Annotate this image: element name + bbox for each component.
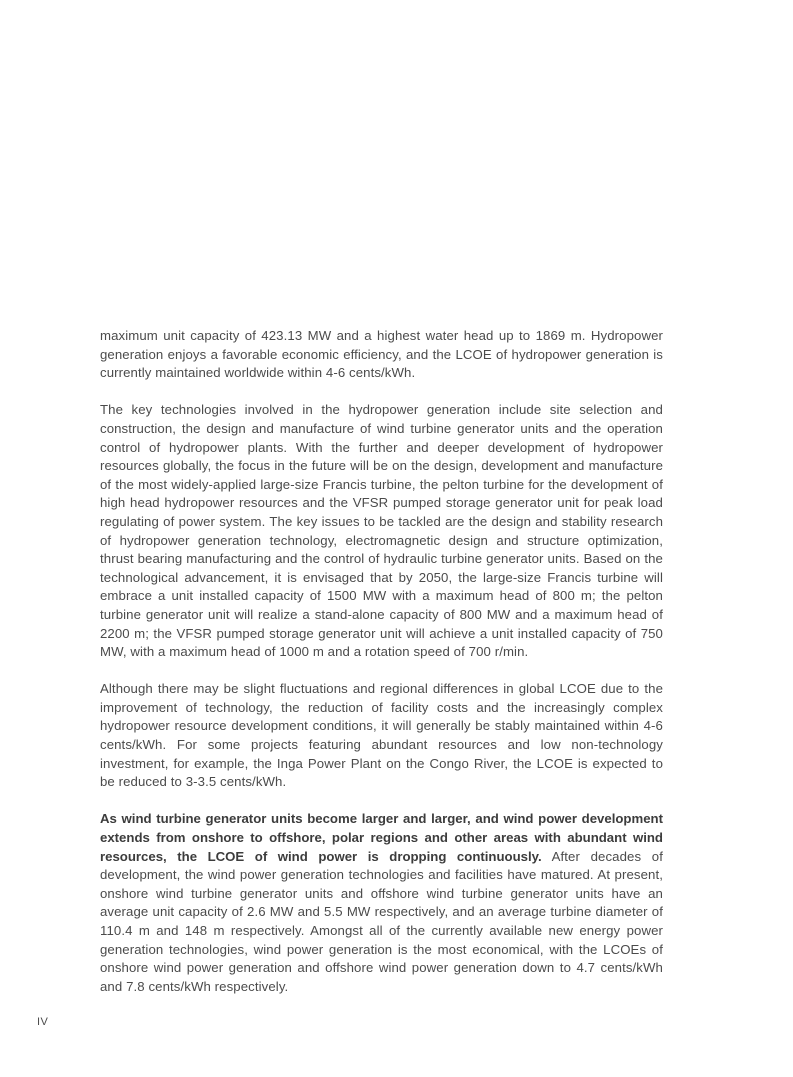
- page-content: [100, 327, 663, 996]
- paragraph-key-technologies: The key technologies involved in the hydropower generation include site selection and construction, the design and manufacture of wind turbine generator units and the operation control of hydropower plants. With the further and deeper development of hydropower resources globally, the focus in the future will be on the design, development and manufacture of the most widely-applied large-size Francis turbine, the pelton turbine for the development of high head hydropower resources and the VFSR pumped storage generator unit for peak load regulating of power system. The key issues to be tackled are the design and stability research of hydropower generation technology, electromagnetic design and structure optimization, thrust bearing manufacturing and the control of hydraulic turbine generator units. Based on the technological advancement, it is envisaged that by 2050, the large-size Francis turbine will embrace a unit installed capacity of 1500 MW with a maximum head of 800 m; the pelton turbine generator unit will realize a stand-alone capacity of 800 MW and a maximum head of 2200 m; the VFSR pumped storage generator unit will achieve a unit installed capacity of 750 MW, with a maximum head of 1000 m and a rotation speed of 700 r/min.: [100, 402, 663, 660]
- paragraph-hydropower-capacity: maximum unit capacity of 423.13 MW and a highest water head up to 1869 m. Hydropower generation enjoys a favorable economic efficiency, and the LCOE of hydropower generation is currently maintained worldwide within 4-6 cents/kWh.: [100, 328, 663, 381]
- paragraph-wind-power-body: After decades of development, the wind power generation technologies and facilities have matured. At present, onshore wind turbine generator units and offshore wind turbine generator units have an average unit capacity of 2.6 MW and 5.5 MW respectively, and an average turbine diameter of 110.4 m and 148 m respectively. Amongst all of the currently available new energy power generation technologies, wind power generation is the most economical, with the LCOEs of onshore wind power generation and offshore wind power generation down to 4.7 cents/kWh and 7.8 cents/kWh respectively.: [100, 848, 664, 994]
- paragraph-lcoe-fluctuations: Although there may be slight fluctuations and regional differences in global LCOE due to the improvement of technology, the reduction of facility costs and the increasingly complex hydropower resource development conditions, it will generally be stably maintained within 4-6 cents/kWh. For some projects featuring abundant resources and low non-technology investment, for example, the Inga Power Plant on the Congo River, the LCOE is expected to be reduced to 3-3.5 cents/kWh.: [100, 681, 663, 790]
- paragraph-wind-power-bold-lead: As wind turbine generator units become larger and larger, and wind power development extends from onshore to offshore, polar regions and other areas with abundant wind resources, the LCOE of wind power is dropping continuously.: [100, 811, 663, 864]
- paragraph-wind-power: [100, 810, 663, 996]
- page-number: IV: [37, 1016, 49, 1028]
